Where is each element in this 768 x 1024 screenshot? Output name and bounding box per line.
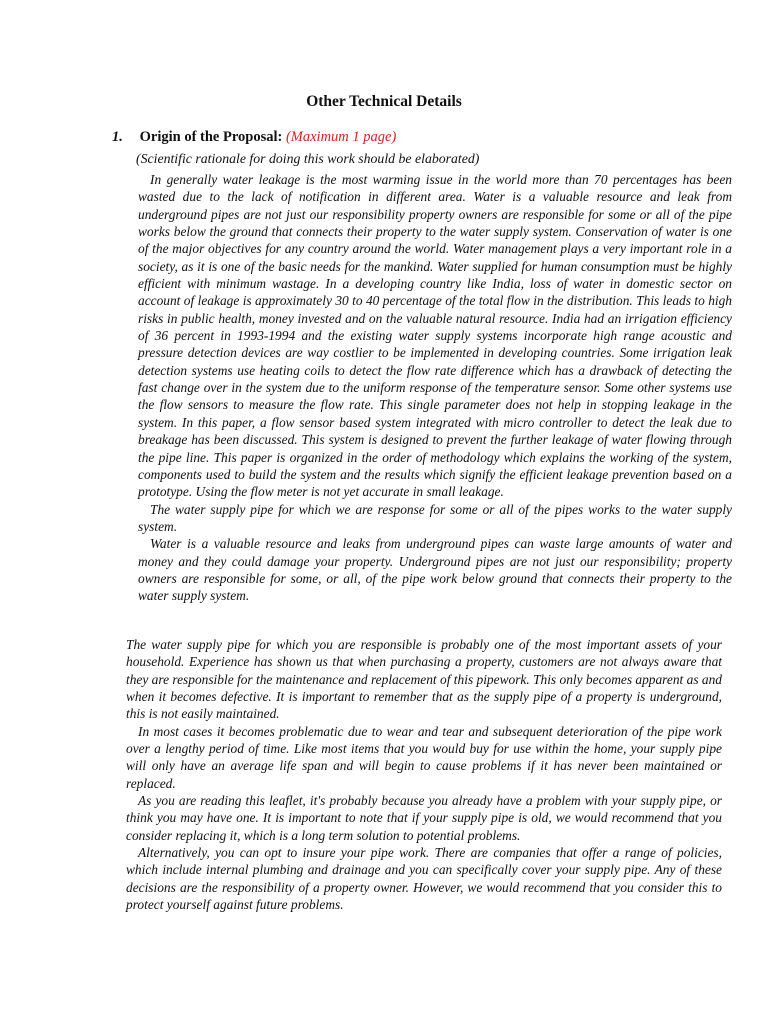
paragraph: In most cases it becomes problematic due to wear and tear and subsequent deterioration of the pipe work over a lengthy period of time. Like most items that you would buy for use within the home, your supply pipe will only have an average life span and will begin to cause problems if it has never been maintained or replaced. xyxy=(126,723,722,791)
section-note: (Maximum 1 page) xyxy=(285,129,397,145)
paragraph: Water is a valuable resource and leaks from underground pipes can waste large amounts of water and money and they could damage your property. Underground pipes are not just our responsibility; property owners are responsible for some, or all, of the pipe work below ground that connects their property to the water supply system. xyxy=(138,536,732,604)
paragraph: The water supply pipe for which you are responsible is probably one of the most important assets of your household. Experience has shown us that when purchasing a property, customers are not always aware that they are responsible for the maintenance and replacement of this pipework. This only becomes apparent as and when it becomes defective. It is important to remember that as the supply pipe of a property is underground, this is not easily maintained. xyxy=(126,637,722,722)
section-number: 1. xyxy=(112,129,123,145)
paragraph: The water supply pipe for which we are response for some or all of the pipes works to the water supply system. xyxy=(138,501,732,534)
section-heading xyxy=(112,129,396,146)
paragraph: In generally water leakage is the most warming issue in the world more than 70 percentages has been wasted due to the lack of notification in different area. Water is a valuable resource and leak from underground pipes are not just our responsibility property owners are responsible for some or all of the pipe works below the ground that connects their property to the water supply system. Conservation of water is one of the major objectives for any country around the world. Water management plays a very important role in a society, as it is one of the basic needs for the mankind. Water supplied for human consumption must be highly efficient with minimum wastage. In a developing country like India, loss of water in domestic sector on account of leakage is approximately 30 to 40 percentage of the total flow in the distribution. This leads to high risks in public health, money invested and on the valuable natural resource. India had an irrigation efficiency of 36 percent in 1993-1994 and the existing water supply systems incorporate high range acoustic and pressure detection devices are way costlier to be implemented in developing countries. Some irrigation leak detection systems use heating coils to detect the flow rate difference which has a drawback of detecting the fast change over in the system due to the uniform response of the temperature sensor. Some other systems use the flow sensors to measure the flow rate. This single parameter does not help in stopping leakage in the system. In this paper, a flow sensor based system integrated with micro controller to detect the leak due to breakage has been discussed. This system is designed to prevent the further leakage of water flowing through the pipe line. This paper is organized in the order of methodology which explains the working of the system, components used to build the system and the results which signify the efficient leakage prevention based on a prototype. Using the flow meter is not yet accurate in small leakage. xyxy=(138,172,732,500)
paragraph: Alternatively, you can opt to insure your pipe work. There are companies that offer a range of policies, which include internal plumbing and drainage and you can specifically cover your supply pipe. Any of these decisions are the responsibility of a property owner. However, we would recommend that you consider this to protect yourself against future problems. xyxy=(126,845,722,913)
section-label: Origin of the Proposal: xyxy=(139,129,283,145)
body-block-lower xyxy=(126,636,722,914)
paragraph: As you are reading this leaflet, it's probably because you already have a problem with your supply pipe, or think you may have one. It is important to note that if your supply pipe is old, we would recommend that you consider replacing it, which is a long term solution to potential problems. xyxy=(126,793,722,843)
body-block-upper xyxy=(138,171,732,605)
section-subnote: (Scientific rationale for doing this work should be elaborated) xyxy=(136,151,480,166)
page-title: Other Technical Details xyxy=(306,93,462,110)
